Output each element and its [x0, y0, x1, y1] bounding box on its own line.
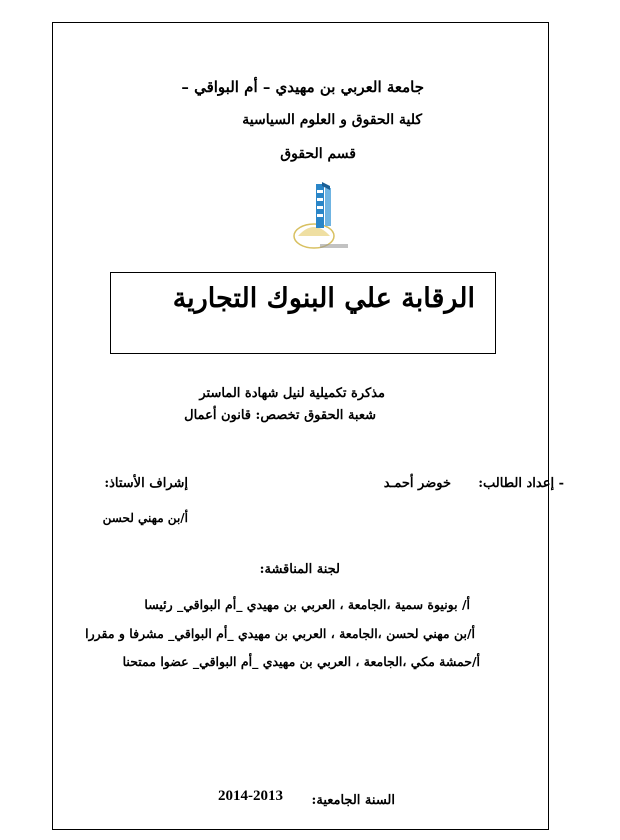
faculty-name: كلية الحقوق و العلوم السياسية: [242, 112, 422, 128]
page-frame: [52, 22, 549, 830]
title-box: [110, 272, 496, 354]
supervisor-label: إشراف الأستاذ:: [104, 476, 188, 491]
supervisor-name: أ/بن مهني لحسن: [102, 511, 188, 525]
student-label: - إعداد الطالب:: [478, 476, 564, 491]
committee-label: لجنة المناقشة:: [259, 562, 340, 577]
department-name: قسم الحقوق: [280, 146, 356, 162]
student-name: خوضر أحمـد: [383, 476, 451, 491]
committee-member: أ/حمشة مكي ،الجامعة ، العربي بن مهيدي _أم البواقي_ عضوا ممتحنا: [122, 654, 480, 669]
university-name: جامعة العربي بن مهيدي – أم البواقي –: [181, 78, 424, 96]
academic-year-value: 2014-2013: [218, 788, 283, 804]
memo-specialty-line: شعبة الحقوق تخصص: قانون أعمال: [184, 408, 376, 423]
committee-member: أ/ بونيوة سمية ،الجامعة ، العربي بن مهيدي _أم البواقي_ رئيسا: [144, 597, 470, 612]
committee-member: أ/بن مهني لحسن ،الجامعة ، العربي بن مهيدي _أم البواقي_ مشرفا و مقررا: [85, 626, 475, 641]
memo-degree-line: مذكرة تكميلية لنيل شهادة الماستر: [199, 386, 385, 401]
thesis-title: الرقابة علي البنوك التجارية: [172, 283, 475, 314]
university-logo-icon: [292, 178, 354, 254]
academic-year-label: السنة الجامعية:: [311, 793, 395, 808]
